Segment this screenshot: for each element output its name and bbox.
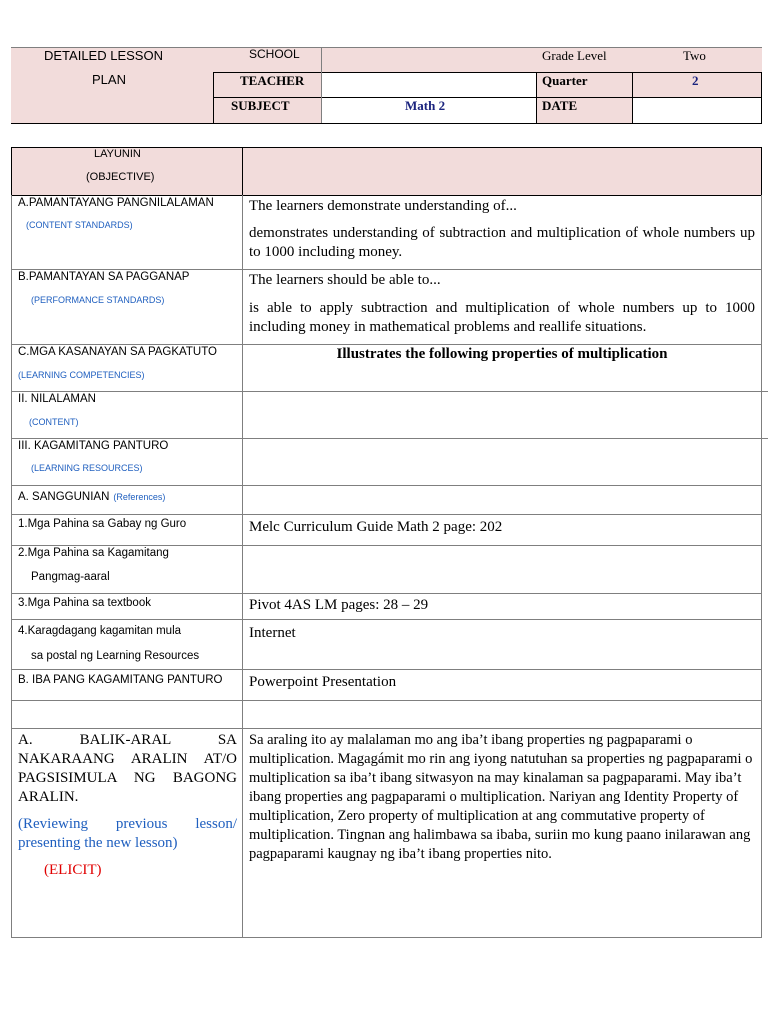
review-body: Sa araling ito ay malalaman mo ang iba’t ibang properties ng pagpaparami o multiplication. Magagámit mo rin ang iyong natutuhan sa properties ng pagpaparami o multiplication sa iba’t ibang sitwasyon na may kinalaman sa pagpaparami. May iba’t ibang properties ang pagpaparami o multiplication. Nariyan ang Identity Property of multiplication, Zero property of multiplication at ang commutative property of multiplication. Tingnan ang halimbawa sa ibaba, suriin mo kung paano inilarawan ang pagpaparami kaugnay ng iba’t ibang properties nito. [249,732,753,862]
divider [11,545,762,546]
subject-label: SUBJECT [231,98,290,113]
divider [213,72,214,123]
teacher-guide-value: Melc Curriculum Guide Math 2 page: 202 [249,519,503,535]
divider [632,72,633,123]
divider [242,147,243,195]
textbook-label: 3.Mga Pahina sa textbook [18,597,151,609]
divider [761,72,762,123]
textbook-value: Pivot 4AS LM pages: 28 – 29 [249,597,429,613]
content-standards-value: demonstrates understanding of subtraction and multiplication of whole numbers up to 1000 including money. [249,225,755,260]
other-materials-value: Powerpoint Presentation [249,674,397,690]
content-sub: (CONTENT) [29,417,79,427]
divider [11,391,768,392]
divider [242,195,243,938]
quarter-label: Quarter [542,73,588,88]
divider [761,147,762,195]
learner-materials-label: 2.Mga Pahina sa Kagamitang [18,547,169,559]
content-label: II. NILALAMAN [18,393,96,405]
divider [11,123,762,124]
content-standards-intro: The learners demonstrate understanding of... [249,198,517,214]
performance-standards-label: B.PAMANTAYAN SA PAGGANAP [18,271,190,283]
elicit-label: (ELICIT) [44,862,102,878]
grade-level-value: Two [683,48,706,63]
additional-materials-label: 4.Karagdagang kagamitan mula [18,625,182,637]
objective-label-english: (OBJECTIVE) [86,171,155,183]
performance-standards-value: is able to apply subtraction and multiplication of whole numbers up to 1000 including money in mathematical problems and reallife situations. [249,300,755,335]
references-sub: (References) [113,492,166,502]
divider [321,47,322,123]
date-label: DATE [542,98,578,113]
divider [213,97,762,98]
competencies-label: C.MGA KASANAYAN SA PAGKATUTO [18,346,217,358]
divider [11,485,762,486]
divider [11,147,12,195]
teacher-label: TEACHER [240,73,305,88]
divider [11,728,762,729]
divider [11,619,762,620]
divider [11,669,762,670]
school-label: SCHOOL [249,47,300,61]
divider [11,593,762,594]
resources-label: III. KAGAMITANG PANTURO [18,440,169,452]
doc-title-line1: DETAILED LESSON [44,48,163,63]
references-cell [18,487,165,505]
doc-title-line2: PLAN [92,72,126,87]
grade-level-label: Grade Level [542,48,607,63]
other-materials-label: B. IBA PANG KAGAMITANG PANTURO [18,674,223,686]
additional-materials-value: Internet [249,625,296,641]
review-heading: A. BALIK-ARAL SA NAKARAANG ARALIN AT/O PAGSISIMULA NG BAGONG ARALIN. [18,732,237,805]
divider [11,700,762,701]
review-english: (Reviewing previous lesson/ presenting the new lesson) [18,816,237,851]
learner-materials-label-cont: Pangmag-aaral [31,571,110,583]
divider [11,514,762,515]
divider [11,195,762,196]
content-standards-sub: (CONTENT STANDARDS) [26,220,133,230]
additional-materials-label-cont: sa postal ng Learning Resources [31,650,200,662]
quarter-value: 2 [692,73,699,88]
subject-value: Math 2 [405,98,446,113]
teacher-guide-label: 1.Mga Pahina sa Gabay ng Guro [18,518,187,530]
competencies-value: Illustrates the following properties of multiplication [336,346,668,362]
references-label: A. SANGGUNIAN [18,491,110,503]
divider [536,72,537,123]
performance-standards-sub: (PERFORMANCE STANDARDS) [31,295,165,305]
resources-sub: (LEARNING RESOURCES) [31,463,143,473]
divider [11,269,762,270]
performance-standards-intro: The learners should be able to... [249,272,441,288]
content-standards-label: A.PAMANTAYANG PANGNILALAMAN [18,197,214,209]
divider [11,195,12,938]
divider [761,195,762,938]
divider [11,438,768,439]
competencies-sub: (LEARNING COMPETENCIES) [18,370,145,380]
objective-label: LAYUNIN [94,148,141,160]
divider [11,937,762,938]
